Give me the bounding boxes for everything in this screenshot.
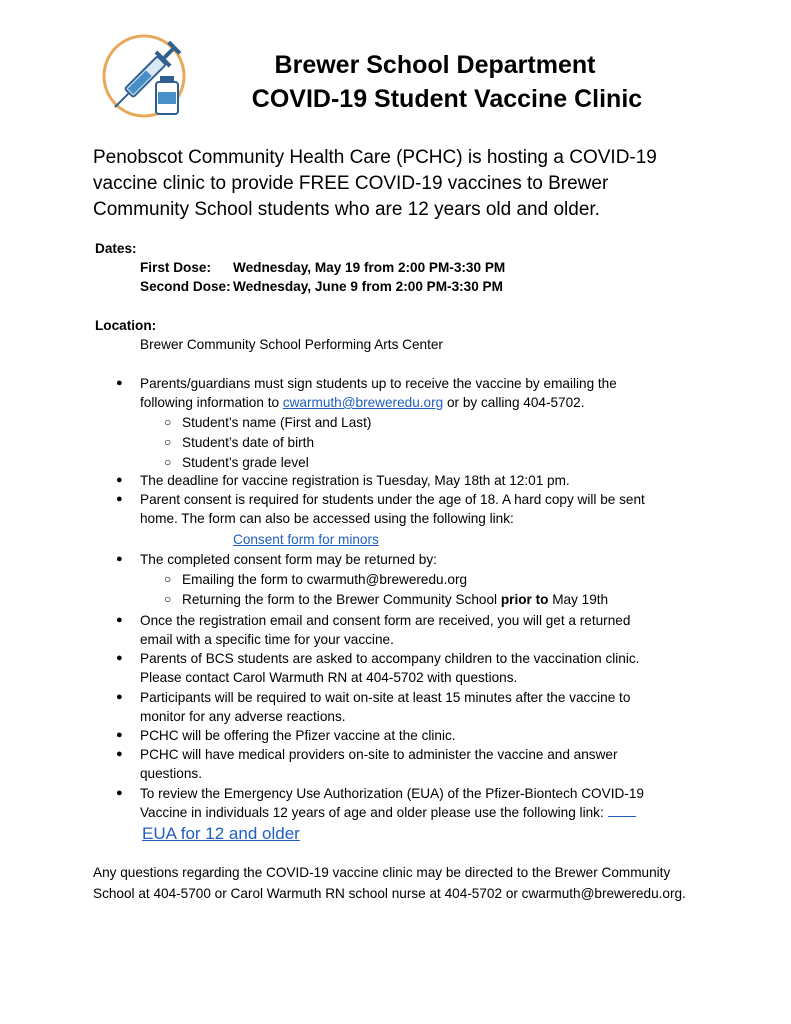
bullet-6-line-1: Parents of BCS students are asked to accompany children to the vaccination clinic.	[140, 651, 640, 666]
eua-link[interactable]: EUA for 12 and older	[142, 824, 300, 843]
bullet-9-line-1: PCHC will have medical providers on-site to administer the vaccine and answer	[140, 747, 618, 762]
bullet-icon: ●	[116, 691, 123, 703]
prior-to-emphasis: prior to	[500, 592, 549, 607]
bullet-icon: ●	[116, 493, 123, 505]
bullet-5-line-1: Once the registration email and consent form are received, you will get a returned	[140, 613, 631, 628]
location-heading: Location:	[95, 318, 157, 333]
circle-bullet-icon: ○	[164, 435, 172, 449]
location-value: Brewer Community School Performing Arts Center	[140, 337, 443, 352]
bullet-3-line-2: home. The form can also be accessed using the following link:	[140, 511, 514, 526]
second-dose-label: Second Dose:	[140, 279, 231, 294]
link-underline	[608, 803, 636, 817]
vaccine-syringe-vial-icon	[100, 30, 194, 124]
circle-bullet-icon: ○	[164, 415, 172, 429]
circle-bullet-icon: ○	[164, 572, 172, 586]
bullet-icon: ●	[116, 474, 123, 486]
bullet-icon: ●	[116, 652, 123, 664]
bullet-10-text: Vaccine in individuals 12 years of age and older please use the following link:	[140, 805, 608, 820]
bullet-8: PCHC will be offering the Pfizer vaccine at the clinic.	[140, 728, 456, 743]
bullet-7-line-2: monitor for any adverse reactions.	[140, 709, 346, 724]
return-by-email: Emailing the form to cwarmuth@breweredu.org	[182, 572, 468, 587]
bullet-3-line-1: Parent consent is required for students under the age of 18. A hard copy will be sent	[140, 492, 645, 507]
circle-bullet-icon: ○	[164, 592, 172, 606]
return-date: May 19th	[548, 592, 609, 607]
bullet-10-line-1: To review the Emergency Use Authorization (EUA) of the Pfizer-Biontech COVID-19	[140, 786, 644, 801]
first-dose-value: Wednesday, May 19 from 2:00 PM-3:30 PM	[233, 260, 506, 275]
bullet-2: The deadline for vaccine registration is Tuesday, May 18th at 12:01 pm.	[140, 473, 570, 488]
page-subtitle: COVID-19 Student Vaccine Clinic	[251, 85, 643, 113]
bullet-icon: ●	[116, 748, 123, 760]
bullet-icon: ●	[116, 377, 123, 389]
bullet-4: The completed consent form may be returned by:	[140, 552, 437, 567]
bullet-10-line-2	[140, 803, 636, 822]
circle-bullet-icon: ○	[164, 455, 172, 469]
bullet-icon: ●	[116, 787, 123, 799]
sub-item-grade: Student’s grade level	[182, 455, 309, 470]
bullet-icon: ●	[116, 729, 123, 741]
bullet-7-line-1: Participants will be required to wait on-site at least 15 minutes after the vaccine to	[140, 690, 631, 705]
intro-paragraph: Penobscot Community Health Care (PCHC) is hosting a COVID-19 vaccine clinic to provide FREE COVID-19 vaccines to Brewer Community School students who are 12 years old and older.	[93, 147, 657, 220]
dates-heading: Dates:	[95, 241, 137, 256]
bullet-6-line-2: Please contact Carol Warmuth RN at 404-5702 with questions.	[140, 670, 518, 685]
second-dose-value: Wednesday, June 9 from 2:00 PM-3:30 PM	[233, 279, 503, 294]
page-title: Brewer School Department	[274, 51, 596, 79]
bullet-1-line-1: Parents/guardians must sign students up to receive the vaccine by emailing the	[140, 376, 617, 391]
email-link[interactable]: cwarmuth@breweredu.org	[282, 395, 444, 410]
return-to-school	[182, 590, 608, 609]
consent-form-link[interactable]: Consent form for minors	[233, 532, 379, 547]
bullet-1-phone-text: or by calling 404-5702.	[443, 395, 585, 410]
return-to-school-text: Returning the form to the Brewer Community School	[182, 592, 501, 607]
sub-item-dob: Student’s date of birth	[182, 435, 315, 450]
bullet-1-line-2	[140, 393, 585, 412]
first-dose-label: First Dose:	[140, 260, 212, 275]
closing-paragraph: Any questions regarding the COVID-19 vaccine clinic may be directed to the Brewer Community School at 404-5700 or Carol Warmuth RN school nurse at 404-5702 or cwarmuth@breweredu.org.	[93, 865, 686, 901]
bullet-9-line-2: questions.	[140, 766, 202, 781]
bullet-5-line-2: email with a specific time for your vaccine.	[140, 632, 394, 647]
bullet-icon: ●	[116, 553, 123, 565]
bullet-1-text: following information to	[140, 395, 283, 410]
sub-item-name: Student’s name (First and Last)	[182, 415, 372, 430]
bullet-icon: ●	[116, 614, 123, 626]
